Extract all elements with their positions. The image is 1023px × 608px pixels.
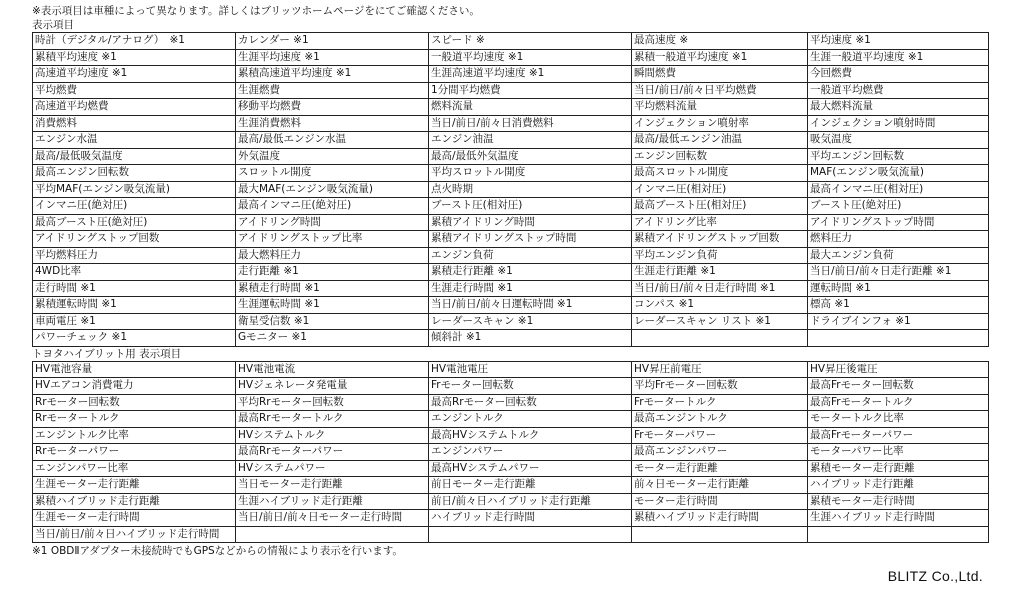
section-title-hybrid-items: トヨタハイブリット用 表示項目 — [32, 347, 182, 360]
table-cell: アイドリング比率 — [632, 214, 808, 231]
table-cell: 累積高速道平均速度 ※1 — [236, 66, 429, 83]
table-cell: 生涯燃費 — [236, 82, 429, 99]
table-cell: 生涯高速道平均速度 ※1 — [429, 66, 632, 83]
table-cell: ドライブインフォ ※1 — [808, 313, 989, 330]
table-cell: 最高Rrモーターパワー — [236, 444, 429, 461]
table-cell: Frモータートルク — [632, 394, 808, 411]
table-cell: 累積走行時間 ※1 — [236, 280, 429, 297]
table-cell: HV電池電圧 — [429, 361, 632, 378]
table-cell: スロットル開度 — [236, 165, 429, 182]
table-row — [33, 181, 989, 198]
table-cell: 生涯走行距離 ※1 — [632, 264, 808, 281]
table-cell: 平均燃料流量 — [632, 99, 808, 116]
table-cell: 当日/前日/前々日ハイブリッド走行時間 — [33, 526, 236, 543]
table-row — [33, 444, 989, 461]
table-cell: 最高スロットル開度 — [632, 165, 808, 182]
table-cell: 前々日モーター走行距離 — [632, 477, 808, 494]
table-cell: 燃料流量 — [429, 99, 632, 116]
table-cell: 一般道平均速度 ※1 — [429, 49, 632, 66]
table-row — [33, 280, 989, 297]
table-cell: 燃料圧力 — [808, 231, 989, 248]
table-cell: Rrモータートルク — [33, 411, 236, 428]
table-cell: 累積運転時間 ※1 — [33, 297, 236, 314]
table-cell: 最高HVシステムトルク — [429, 427, 632, 444]
table-row — [33, 66, 989, 83]
table-row — [33, 198, 989, 215]
table-cell: 今回燃費 — [808, 66, 989, 83]
table-cell: 高速道平均速度 ※1 — [33, 66, 236, 83]
table-cell: エンジン水温 — [33, 132, 236, 149]
table-cell: 累積ハイブリッド走行時間 — [632, 510, 808, 527]
table-cell: 当日/前日/前々日消費燃料 — [429, 115, 632, 132]
table-row — [33, 477, 989, 494]
table-cell — [429, 526, 632, 543]
table-cell: 最高/最低エンジン水温 — [236, 132, 429, 149]
table-cell: 生涯運転時間 ※1 — [236, 297, 429, 314]
table-cell: 平均Frモーター回転数 — [632, 378, 808, 395]
table-cell: パワーチェック ※1 — [33, 330, 236, 347]
table-row — [33, 33, 989, 50]
table-cell: 当日/前日/前々日運転時間 ※1 — [429, 297, 632, 314]
table-row — [33, 115, 989, 132]
table-cell: 生涯走行時間 ※1 — [429, 280, 632, 297]
table-cell: 最高エンジントルク — [632, 411, 808, 428]
table-cell: 生涯ハイブリッド走行距離 — [236, 493, 429, 510]
table-cell: 吸気温度 — [808, 132, 989, 149]
table-row — [33, 165, 989, 182]
table-cell: モータートルク比率 — [808, 411, 989, 428]
table-cell: 走行距離 ※1 — [236, 264, 429, 281]
table-cell: 累積走行距離 ※1 — [429, 264, 632, 281]
table-cell: HV電池電流 — [236, 361, 429, 378]
hybrid-items-table — [32, 361, 989, 544]
table-cell: 傾斜計 ※1 — [429, 330, 632, 347]
table-cell: HVシステムトルク — [236, 427, 429, 444]
table-cell: 最高Frモーターパワー — [808, 427, 989, 444]
table-cell: HV昇圧後電圧 — [808, 361, 989, 378]
company-name: BLITZ Co.,Ltd. — [887, 568, 983, 584]
table-cell: モーターパワー比率 — [808, 444, 989, 461]
table-row — [33, 231, 989, 248]
table-row — [33, 132, 989, 149]
table-cell: 平均エンジン回転数 — [808, 148, 989, 165]
table-cell: 最大燃料圧力 — [236, 247, 429, 264]
table-cell: 生涯平均速度 ※1 — [236, 49, 429, 66]
table-cell: 運転時間 ※1 — [808, 280, 989, 297]
table-cell: 平均エンジン負荷 — [632, 247, 808, 264]
table-row — [33, 82, 989, 99]
table-row — [33, 526, 989, 543]
table-cell: 最大燃料流量 — [808, 99, 989, 116]
table-cell: 車両電圧 ※1 — [33, 313, 236, 330]
table-cell: HVエアコン消費電力 — [33, 378, 236, 395]
table-cell: 当日/前日/前々日モーター走行時間 — [236, 510, 429, 527]
table-cell: 最高/最低エンジン油温 — [632, 132, 808, 149]
table-cell: Frモーターパワー — [632, 427, 808, 444]
table-cell: 最高インマニ圧(絶対圧) — [236, 198, 429, 215]
table-cell: 累積アイドリングストップ時間 — [429, 231, 632, 248]
table-cell: インマニ圧(絶対圧) — [33, 198, 236, 215]
table-cell: 衛星受信数 ※1 — [236, 313, 429, 330]
table-cell — [236, 526, 429, 543]
table-cell: 最高ブースト圧(絶対圧) — [33, 214, 236, 231]
table-cell: Rrモーターパワー — [33, 444, 236, 461]
table-cell: HV昇圧前電圧 — [632, 361, 808, 378]
table-cell: ハイブリッド走行距離 — [808, 477, 989, 494]
table-cell: モーター走行時間 — [632, 493, 808, 510]
table-cell: 生涯モーター走行時間 — [33, 510, 236, 527]
section-title-display-items: 表示項目 — [32, 19, 74, 31]
table-cell: インマニ圧(相対圧) — [632, 181, 808, 198]
table-cell: 瞬間燃費 — [632, 66, 808, 83]
footnote: ※1 OBDⅡアダプター未接続時でもGPSなどからの情報により表示を行います。 — [32, 545, 403, 557]
table-row — [33, 99, 989, 116]
table-cell: 平均速度 ※1 — [808, 33, 989, 50]
table-cell: 最高Frモーター回転数 — [808, 378, 989, 395]
table-row — [33, 378, 989, 395]
table-cell: 1分間平均燃費 — [429, 82, 632, 99]
table-cell: HVシステムパワー — [236, 460, 429, 477]
table-row — [33, 313, 989, 330]
table-cell: 平均燃料圧力 — [33, 247, 236, 264]
table-cell: モーター走行距離 — [632, 460, 808, 477]
table-cell: ブースト圧(絶対圧) — [808, 198, 989, 215]
table-row — [33, 49, 989, 66]
table-cell: 前日モーター走行距離 — [429, 477, 632, 494]
table-cell: 平均燃費 — [33, 82, 236, 99]
table-cell: 生涯モーター走行距離 — [33, 477, 236, 494]
document — [32, 4, 988, 558]
table-cell: 累積ハイブリッド走行距離 — [33, 493, 236, 510]
table-cell: レーダースキャン ※1 — [429, 313, 632, 330]
table-cell — [808, 526, 989, 543]
table-row — [33, 247, 989, 264]
table-cell: 最大MAF(エンジン吸気流量) — [236, 181, 429, 198]
table-cell: 累積平均速度 ※1 — [33, 49, 236, 66]
table-cell: エンジン油温 — [429, 132, 632, 149]
table-cell: 前日/前々日ハイブリッド走行距離 — [429, 493, 632, 510]
table-cell: 時計（デジタル/アナログ） ※1 — [33, 33, 236, 50]
table-cell: 当日/前日/前々日走行時間 ※1 — [632, 280, 808, 297]
table-cell: 当日/前日/前々日走行距離 ※1 — [808, 264, 989, 281]
table-row — [33, 394, 989, 411]
table-row — [33, 214, 989, 231]
table-cell: カレンダー ※1 — [236, 33, 429, 50]
table-row — [33, 361, 989, 378]
table-row — [33, 493, 989, 510]
table-cell: 一般道平均燃費 — [808, 82, 989, 99]
table-cell: 平均スロットル開度 — [429, 165, 632, 182]
table-cell: Frモーター回転数 — [429, 378, 632, 395]
table-cell: 最高エンジン回転数 — [33, 165, 236, 182]
table-row — [33, 264, 989, 281]
table-cell: 累積モーター走行距離 — [808, 460, 989, 477]
table-cell: 生涯ハイブリッド走行時間 — [808, 510, 989, 527]
table-cell: ブースト圧(相対圧) — [429, 198, 632, 215]
table-cell: 平均MAF(エンジン吸気流量) — [33, 181, 236, 198]
table-cell: 生涯消費燃料 — [236, 115, 429, 132]
table-cell: 最高Rrモータートルク — [236, 411, 429, 428]
top-note: ※表示項目は車種によって異なります。詳しくはブリッツホームページをにてご確認ください。 — [32, 5, 480, 17]
table-cell: 点火時期 — [429, 181, 632, 198]
table-row — [33, 427, 989, 444]
table-row — [33, 510, 989, 527]
table-cell: 累積モーター走行時間 — [808, 493, 989, 510]
table-cell: 最高Rrモーター回転数 — [429, 394, 632, 411]
table-cell: 標高 ※1 — [808, 297, 989, 314]
table-cell: アイドリングストップ回数 — [33, 231, 236, 248]
table-cell — [632, 526, 808, 543]
display-items-table — [32, 32, 989, 347]
table-cell: コンパス ※1 — [632, 297, 808, 314]
table-cell: インジェクション噴射率 — [632, 115, 808, 132]
table-cell: 消費燃料 — [33, 115, 236, 132]
table-cell: 最高ブースト圧(相対圧) — [632, 198, 808, 215]
table-cell: アイドリングストップ時間 — [808, 214, 989, 231]
table-cell: 外気温度 — [236, 148, 429, 165]
table-cell: 4WD比率 — [33, 264, 236, 281]
table-cell: エンジンパワー — [429, 444, 632, 461]
table-cell: エンジンパワー比率 — [33, 460, 236, 477]
table-cell: HVジェネレータ発電量 — [236, 378, 429, 395]
table-cell: エンジントルク — [429, 411, 632, 428]
table-cell: 走行時間 ※1 — [33, 280, 236, 297]
table-cell: 最大エンジン負荷 — [808, 247, 989, 264]
table-cell: エンジントルク比率 — [33, 427, 236, 444]
table-cell: 高速道平均燃費 — [33, 99, 236, 116]
table-cell: 当日モーター走行距離 — [236, 477, 429, 494]
table-cell: 累積アイドリング時間 — [429, 214, 632, 231]
table-cell: 移動平均燃費 — [236, 99, 429, 116]
table-cell: ハイブリッド走行時間 — [429, 510, 632, 527]
table-cell: 生涯一般道平均速度 ※1 — [808, 49, 989, 66]
table-row — [33, 297, 989, 314]
table-row — [33, 330, 989, 347]
table-cell: 累積一般道平均速度 ※1 — [632, 49, 808, 66]
table-cell: レーダースキャン リスト ※1 — [632, 313, 808, 330]
table-cell: Rrモーター回転数 — [33, 394, 236, 411]
table-cell: 最高/最低吸気温度 — [33, 148, 236, 165]
table-cell: 平均Rrモーター回転数 — [236, 394, 429, 411]
table-cell: 累積アイドリングストップ回数 — [632, 231, 808, 248]
table-cell: MAF(エンジン吸気流量) — [808, 165, 989, 182]
table-cell: エンジン回転数 — [632, 148, 808, 165]
table-cell — [632, 330, 808, 347]
table-cell: エンジン負荷 — [429, 247, 632, 264]
table-cell: 最高Frモータートルク — [808, 394, 989, 411]
table-cell: Gモニター ※1 — [236, 330, 429, 347]
table-cell: 当日/前日/前々日平均燃費 — [632, 82, 808, 99]
table-cell: アイドリング時間 — [236, 214, 429, 231]
table-cell: 最高インマニ圧(相対圧) — [808, 181, 989, 198]
table-row — [33, 411, 989, 428]
table-cell: 最高エンジンパワー — [632, 444, 808, 461]
table-cell: 最高速度 ※ — [632, 33, 808, 50]
table-cell: インジェクション噴射時間 — [808, 115, 989, 132]
table-cell: HV電池容量 — [33, 361, 236, 378]
table-cell: アイドリングストップ比率 — [236, 231, 429, 248]
table-row — [33, 148, 989, 165]
table-row — [33, 460, 989, 477]
table-cell: スピード ※ — [429, 33, 632, 50]
table-cell: 最高/最低外気温度 — [429, 148, 632, 165]
table-cell — [808, 330, 989, 347]
table-cell: 最高HVシステムパワー — [429, 460, 632, 477]
